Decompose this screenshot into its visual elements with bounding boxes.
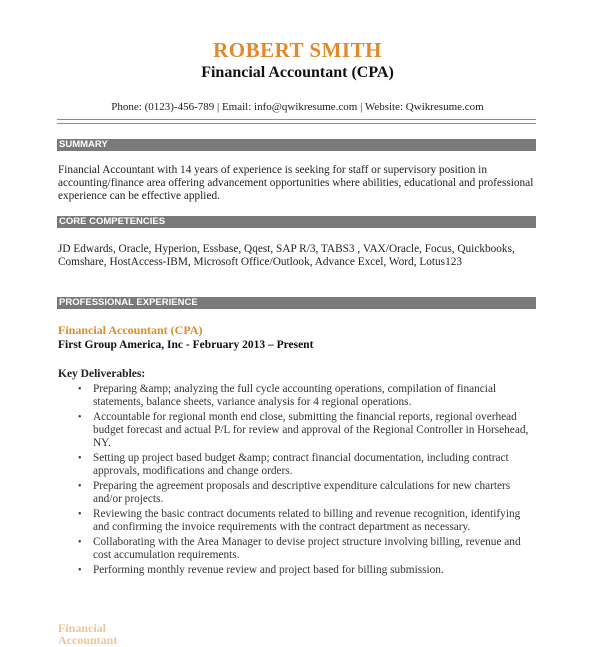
bullet-icon: • [78,537,82,549]
job-title: Financial Accountant (CPA) [58,323,203,337]
deliverables-list [78,383,534,579]
section-heading-experience: PROFESSIONAL EXPERIENCE [57,297,536,309]
candidate-title: Financial Accountant (CPA) [201,64,394,81]
bullet-icon: • [78,481,82,493]
list-item [78,383,534,409]
list-item-text: Accountable for regional month end close, submitting the financial reports, regional overhead budget forecast and actual P/L for review and approval of the Regional Controller in Horsehead, NY. [93,411,529,450]
bullet-icon: • [78,384,82,395]
list-item [78,508,534,534]
key-deliverables-label: Key Deliverables: [58,368,146,380]
list-item [78,452,534,478]
bullet-icon: • [78,453,82,465]
list-item-text: Setting up project based budget &amp; contract financial documentation, including contract approvals, modifications and change orders. [93,452,509,478]
list-item [78,411,534,451]
list-item [78,536,534,562]
section-heading-competencies: CORE COMPETENCIES [57,216,536,228]
contact-line: Phone: (0123)-456-789 | Email: info@qwikresume.com | Website: Qwikresume.com [111,101,484,113]
list-item-text: Collaborating with the Area Manager to devise project structure involving billing, revenue and cost accumulation requirements. [93,536,521,562]
bullet-icon: • [78,565,82,577]
competencies-text: JD Edwards, Oracle, Hyperion, Essbase, Qqest, SAP R/3, TABS3 , VAX/Oracle, Focus, Quickbooks, Comshare, HostAccess-IBM, Microsoft Office/Outlook, Advance Excel, Word, Lotus123 [58,243,515,269]
bullet-icon: • [78,509,82,521]
summary-text: Financial Accountant with 14 years of experience is seeking for staff or supervisory position in accounting/finance area offering advancement opportunities where abilities, educational and professional experience can be effective applied. [58,164,534,203]
list-item [78,480,534,506]
divider-top [57,119,536,120]
candidate-name: ROBERT SMITH [213,38,382,62]
list-item-text: Preparing &amp; analyzing the full cycle accounting operations, compilation of financial statements, balance sheets, variance analysis for 4 regional operations. [93,383,497,409]
divider-bottom [57,123,536,124]
list-item [78,564,534,577]
list-item-text: Performing monthly revenue review and project based for billing submission. [93,564,444,577]
next-job-title-partial: Financial Accountant [58,621,118,647]
list-item-text: Reviewing the basic contract documents related to billing and revenue recognition, identifying and confirming the invoice requirements with the contract department as necessary. [93,508,521,534]
list-item-text: Preparing the agreement proposals and descriptive expenditure calculations for new charters and/or projects. [93,480,511,506]
bullet-icon: • [78,412,82,423]
section-heading-summary: SUMMARY [57,139,536,151]
company-line: First Group America, Inc - February 2013 – Present [58,339,314,351]
